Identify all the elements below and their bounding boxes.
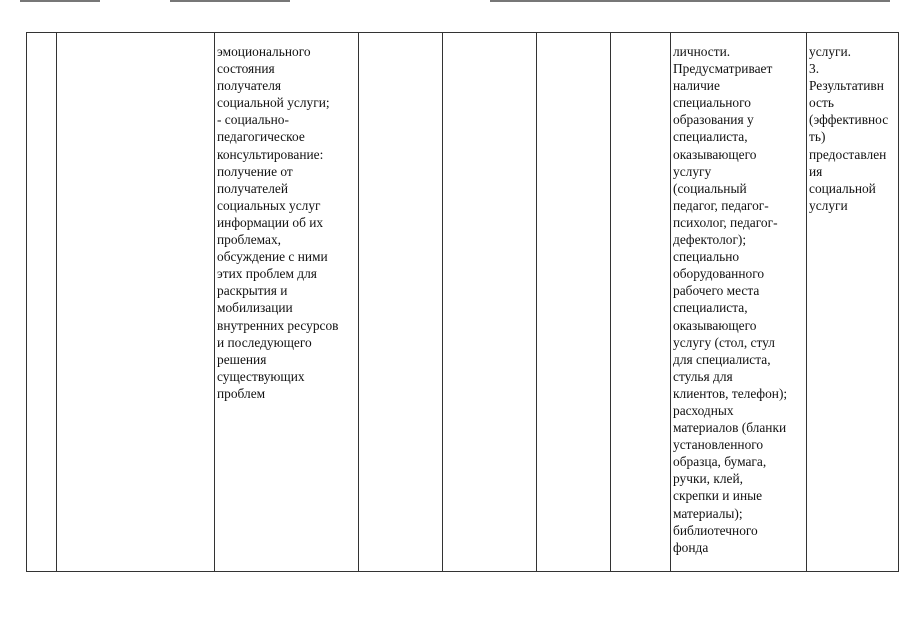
table-cell-col-4 — [359, 33, 443, 572]
table-cell-col-7 — [611, 33, 671, 572]
scan-top-mark-right — [490, 0, 890, 2]
table-cell-service-description: эмоционального состояния получателя социальной услуги; - социально- педагогическое консультирование: получение от получателей социальных услуг информации об их проблемах, обсуждение с ними этих проблем для раскрытия и мобилизации внутренних ресурсов и последующего решения существующих проблем — [215, 33, 359, 572]
table-cell-col-5 — [443, 33, 537, 572]
scan-top-mark-left — [20, 0, 100, 2]
scan-top-mark-mid — [170, 0, 290, 2]
table-cell-service-conditions: личности. Предусматривает наличие специального образования у специалиста, оказывающего услугу (социальный педагог, педагог- психолог, педагог- дефектолог); специально оборудованного рабочего места специалиста, оказывающего услугу (стол, стул для специалиста, стулья для клиентов, телефон); расходных материалов (бланки установленного образца, бумага, ручки, клей, скрепки и иные материалы); библиотечного фонда — [671, 33, 807, 572]
table-row — [27, 33, 899, 572]
table-cell-service-indicators: услуги. 3. Результативн ость (эффективнос ть) предоставлен ия социальной услуги — [807, 33, 899, 572]
table-cell-col-6 — [537, 33, 611, 572]
document-table — [26, 32, 899, 572]
table-cell-col-2 — [57, 33, 215, 572]
table-cell-col-1 — [27, 33, 57, 572]
